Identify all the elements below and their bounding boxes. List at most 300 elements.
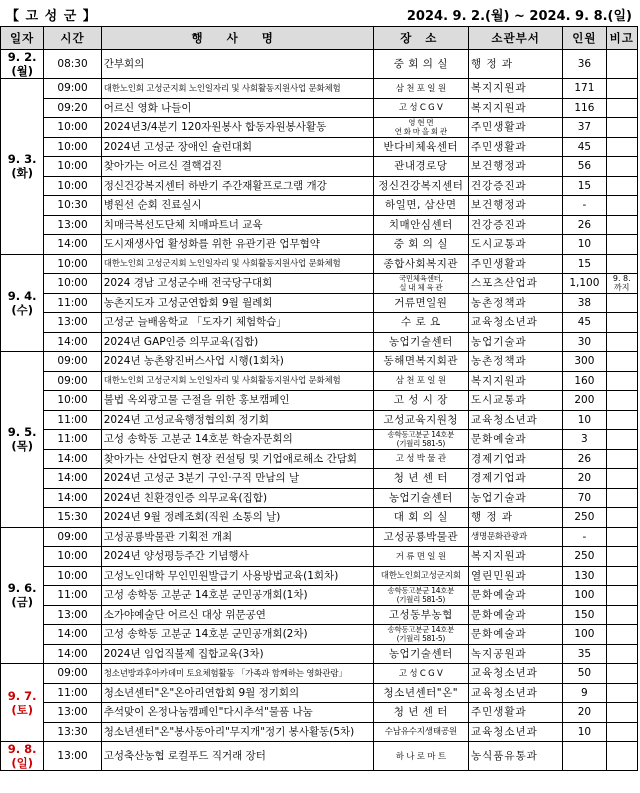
staff-count-cell	[563, 157, 606, 177]
department-cell	[468, 410, 562, 430]
time-cell	[44, 508, 101, 528]
staff-count-cell-text: 15	[577, 257, 592, 270]
place-cell-text: 송학동고분군 14호분 (기월리 581-5)	[387, 625, 455, 644]
note-cell	[606, 274, 637, 294]
staff-count-cell-text: 26	[577, 452, 592, 465]
department-cell-text: 주민생활과	[470, 257, 527, 270]
department-cell-text: 생명문화관광과	[470, 532, 528, 543]
staff-count-cell	[563, 293, 606, 313]
note-cell	[606, 625, 637, 645]
department-cell-text: 경제기업과	[470, 472, 527, 485]
note-cell	[606, 391, 637, 411]
event-name-cell-text: 정신건강복지센터 하반기 주간재활프로그램 개강	[103, 179, 327, 192]
place-cell-text: 대한노인회고성군지회	[380, 571, 461, 582]
staff-count-cell	[563, 625, 606, 645]
event-name-cell	[101, 449, 373, 469]
event-name-cell	[101, 469, 373, 489]
place-cell	[373, 722, 468, 742]
department-cell-text: 주민생활과	[470, 706, 527, 719]
time-cell	[44, 566, 101, 586]
table-row	[1, 430, 638, 450]
event-name-cell-text: 2024년 임업직불제 집합교육(3차)	[103, 647, 264, 660]
event-name-cell	[101, 371, 373, 391]
department-cell-text: 문화예술과	[470, 608, 527, 621]
department-cell	[468, 215, 562, 235]
time-cell	[44, 644, 101, 664]
place-cell	[373, 157, 468, 177]
time-cell-text: 14:00	[57, 335, 88, 348]
place-cell	[373, 332, 468, 352]
staff-count-cell	[563, 254, 606, 274]
staff-count-cell	[563, 566, 606, 586]
place-cell	[373, 98, 468, 118]
department-cell-text: 보건행정과	[470, 199, 527, 212]
department-cell	[468, 391, 562, 411]
table-row	[1, 683, 638, 703]
time-cell-text: 11:00	[57, 433, 88, 446]
table-row	[1, 352, 638, 372]
note-cell	[606, 449, 637, 469]
event-name-cell-text: 고성축산농협 로컬푸드 직거래 장터	[103, 750, 266, 762]
note-cell	[606, 293, 637, 313]
place-cell	[373, 215, 468, 235]
time-cell	[44, 547, 101, 567]
staff-count-cell-text: 20	[577, 706, 592, 719]
event-name-cell-text: 고성군 늘배움학교 「도자기 체험학습」	[103, 316, 287, 329]
department-cell-text: 열린민원과	[470, 569, 527, 582]
staff-count-cell-text: 3	[581, 433, 588, 446]
department-cell-text: 건강증진과	[470, 179, 527, 192]
place-cell	[373, 742, 468, 771]
place-cell-text: 거류면일원	[394, 296, 448, 309]
date-cell: 9. 3. (화)	[1, 79, 44, 255]
department-cell	[468, 137, 562, 157]
place-cell	[373, 137, 468, 157]
department-cell	[468, 547, 562, 567]
table-row	[1, 508, 638, 528]
department-cell	[468, 332, 562, 352]
department-cell-text: 교육청소년과	[470, 413, 538, 426]
department-cell-text: 문화예술과	[470, 589, 527, 602]
time-cell	[44, 293, 101, 313]
staff-count-cell-text: 10	[577, 725, 592, 738]
note-cell	[606, 157, 637, 177]
department-cell-text: 교육청소년과	[470, 725, 538, 738]
staff-count-cell	[563, 137, 606, 157]
event-name-cell-text: 고성 송학동 고분군 14호분 군민공개회(2차)	[103, 628, 308, 641]
time-cell-text: 10:00	[57, 257, 88, 270]
event-name-cell	[101, 586, 373, 606]
staff-count-cell	[563, 449, 606, 469]
place-cell	[373, 547, 468, 567]
time-cell-text: 09:00	[57, 667, 88, 680]
staff-count-cell-text: 10	[577, 413, 592, 426]
staff-count-cell-text: 116	[574, 101, 595, 114]
table-row	[1, 703, 638, 723]
staff-count-cell-text: 30	[577, 335, 592, 348]
time-cell-text: 13:00	[57, 706, 88, 719]
department-cell	[468, 722, 562, 742]
time-cell	[44, 722, 101, 742]
time-cell-text: 14:00	[57, 647, 88, 660]
place-cell	[373, 605, 468, 625]
table-row	[1, 371, 638, 391]
time-cell	[44, 118, 101, 138]
staff-count-cell	[563, 547, 606, 567]
table-row	[1, 410, 638, 430]
department-cell	[468, 79, 562, 99]
time-cell	[44, 391, 101, 411]
place-cell	[373, 274, 468, 294]
staff-count-cell	[563, 683, 606, 703]
department-cell	[468, 488, 562, 508]
department-cell-text: 농업기술과	[470, 335, 527, 348]
event-name-cell-text: 2024년 고성군 장애인 슐런대회	[103, 140, 253, 153]
event-name-cell-text: 대한노인회 고성군지회 노인일자리 및 사회활동지원사업 문화체험	[103, 83, 341, 94]
place-cell-text: 농업기술센터	[388, 647, 453, 660]
department-cell	[468, 449, 562, 469]
staff-count-cell-text: 10	[577, 238, 592, 251]
department-cell	[468, 371, 562, 391]
department-cell-text: 교육청소년과	[470, 316, 538, 329]
place-cell	[373, 586, 468, 606]
table-row	[1, 293, 638, 313]
note-cell	[606, 313, 637, 333]
event-name-cell	[101, 605, 373, 625]
note-cell	[606, 196, 637, 216]
staff-count-cell-text: 160	[574, 374, 595, 387]
place-cell	[373, 703, 468, 723]
place-cell-text: 종합사회복지관	[383, 257, 459, 270]
staff-count-cell	[563, 742, 606, 771]
place-cell-text: 송학동고분군 14호분 (기월리 581-5)	[387, 430, 455, 449]
time-cell	[44, 703, 101, 723]
time-cell	[44, 332, 101, 352]
place-cell-text: 농업기술센터	[388, 335, 453, 348]
table-row	[1, 566, 638, 586]
department-cell	[468, 98, 562, 118]
department-cell	[468, 469, 562, 489]
department-cell-text: 복지지원과	[470, 374, 527, 387]
time-cell	[44, 79, 101, 99]
note-cell	[606, 79, 637, 99]
table-row	[1, 137, 638, 157]
staff-count-cell	[563, 50, 606, 79]
note-cell	[606, 605, 637, 625]
staff-count-cell-text: 150	[574, 608, 595, 621]
event-name-cell	[101, 293, 373, 313]
event-name-cell	[101, 79, 373, 99]
time-cell	[44, 352, 101, 372]
time-cell-text: 11:00	[57, 686, 88, 699]
date-cell: 9. 8. (일)	[1, 742, 44, 771]
place-cell	[373, 449, 468, 469]
time-cell	[44, 371, 101, 391]
department-cell-text: 농촌정책과	[470, 296, 527, 309]
col-note: 비고	[606, 27, 637, 50]
place-cell	[373, 196, 468, 216]
note-cell	[606, 98, 637, 118]
place-cell	[373, 313, 468, 333]
time-cell-text: 09:00	[57, 355, 88, 368]
event-name-cell-text: 2024 경남 고성군수배 전국당구대회	[103, 277, 273, 290]
table-row	[1, 605, 638, 625]
place-cell-text: 농업기술센터	[388, 491, 453, 504]
staff-count-cell	[563, 118, 606, 138]
staff-count-cell-text: 1,100	[569, 277, 600, 290]
table-row	[1, 469, 638, 489]
table-row	[1, 274, 638, 294]
place-cell-text: 청소년센터"온"	[383, 686, 459, 699]
place-cell	[373, 527, 468, 547]
staff-count-cell	[563, 586, 606, 606]
time-cell-text: 10:00	[57, 179, 88, 192]
department-cell-text: 농업기술과	[470, 491, 527, 504]
time-cell-text: 08:30	[57, 58, 88, 70]
table-row	[1, 157, 638, 177]
event-name-cell	[101, 254, 373, 274]
staff-count-cell-text: 37	[577, 121, 592, 134]
note-cell	[606, 50, 637, 79]
place-cell	[373, 410, 468, 430]
event-name-cell	[101, 703, 373, 723]
note-cell	[606, 469, 637, 489]
department-cell	[468, 664, 562, 684]
event-name-cell	[101, 508, 373, 528]
note-cell	[606, 547, 637, 567]
note-cell	[606, 742, 637, 771]
note-cell	[606, 332, 637, 352]
staff-count-cell-text: 38	[577, 296, 592, 309]
staff-count-cell	[563, 371, 606, 391]
place-cell	[373, 488, 468, 508]
table-row	[1, 50, 638, 79]
time-cell-text: 09:00	[57, 374, 88, 387]
note-cell	[606, 586, 637, 606]
staff-count-cell	[563, 410, 606, 430]
event-name-cell-text: 2024년 고성군 3분기 구인·구직 만남의 날	[103, 472, 300, 485]
table-row	[1, 79, 638, 99]
department-cell-text: 도시교통과	[470, 394, 527, 407]
event-name-cell-text: 고성노인대학 무인민원발급기 사용방법교육(1회차)	[103, 569, 339, 582]
place-cell	[373, 371, 468, 391]
event-name-cell	[101, 313, 373, 333]
department-cell-text: 농촌정책과	[470, 355, 527, 368]
time-cell	[44, 488, 101, 508]
time-cell	[44, 527, 101, 547]
note-cell	[606, 371, 637, 391]
note-cell	[606, 683, 637, 703]
staff-count-cell	[563, 644, 606, 664]
event-name-cell	[101, 352, 373, 372]
department-cell	[468, 176, 562, 196]
place-cell	[373, 664, 468, 684]
time-cell	[44, 215, 101, 235]
time-cell	[44, 137, 101, 157]
event-name-cell-text: 2024년 양성평등주간 기념행사	[103, 550, 249, 563]
note-cell	[606, 722, 637, 742]
department-cell	[468, 625, 562, 645]
place-cell-text: 삼 천 포 일 원	[395, 376, 446, 387]
place-cell-text: 고성동부농협	[388, 608, 453, 621]
staff-count-cell-text: 45	[577, 140, 592, 153]
event-name-cell-text: 치매극복선도단체 치매파트너 교육	[103, 218, 263, 231]
department-cell-text: 농식품유통과	[470, 750, 538, 762]
time-cell	[44, 469, 101, 489]
place-cell-text: 고 성 박 물 관	[395, 454, 446, 465]
event-name-cell-text: 2024년 고성교육행정협의회 정기회	[103, 413, 269, 426]
department-cell-text: 문화예술과	[470, 628, 527, 641]
date-cell: 9. 4. (수)	[1, 254, 44, 352]
event-name-cell	[101, 118, 373, 138]
event-name-cell	[101, 742, 373, 771]
department-cell	[468, 118, 562, 138]
time-cell	[44, 274, 101, 294]
event-name-cell-text: 대한노인회 고성군지회 노인일자리 및 사회활동지원사업 문화체험	[103, 259, 341, 270]
table-row	[1, 313, 638, 333]
col-place: 장 소	[373, 27, 468, 50]
staff-count-cell-text: 26	[577, 218, 592, 231]
department-cell	[468, 605, 562, 625]
place-cell-text: 하 나 로 마 트	[395, 751, 446, 762]
table-row	[1, 332, 638, 352]
col-staff: 인원	[563, 27, 606, 50]
department-cell	[468, 586, 562, 606]
staff-count-cell-text: 250	[574, 550, 595, 563]
place-cell	[373, 430, 468, 450]
staff-count-cell	[563, 605, 606, 625]
time-cell-text: 14:00	[57, 452, 88, 465]
event-name-cell-text: 고성 송학동 고분군 14호분 군민공개회(1차)	[103, 589, 308, 602]
note-cell	[606, 644, 637, 664]
table-row	[1, 118, 638, 138]
note-cell	[606, 664, 637, 684]
event-name-cell	[101, 410, 373, 430]
time-cell-text: 14:00	[57, 491, 88, 504]
department-cell-text: 행 정 과	[470, 58, 514, 70]
staff-count-cell	[563, 527, 606, 547]
department-cell-text: 복지지원과	[470, 101, 527, 114]
staff-count-cell-text: 15	[577, 179, 592, 192]
table-row	[1, 722, 638, 742]
department-cell	[468, 157, 562, 177]
time-cell	[44, 235, 101, 255]
staff-count-cell	[563, 391, 606, 411]
time-cell	[44, 254, 101, 274]
event-name-cell	[101, 566, 373, 586]
document-header	[0, 0, 640, 26]
place-cell	[373, 683, 468, 703]
time-cell	[44, 196, 101, 216]
note-cell	[606, 703, 637, 723]
col-dept: 소관부서	[468, 27, 562, 50]
staff-count-cell	[563, 722, 606, 742]
event-name-cell-text: 추석맞이 온정나눔캠페인"다시추석"물품 나눔	[103, 706, 313, 719]
place-cell-text: 송학동고분군 14호분 (기월리 581-5)	[387, 586, 455, 605]
time-cell-text: 09:00	[57, 82, 88, 95]
place-cell	[373, 176, 468, 196]
place-cell	[373, 644, 468, 664]
note-cell	[606, 352, 637, 372]
time-cell	[44, 98, 101, 118]
staff-count-cell	[563, 215, 606, 235]
event-name-cell	[101, 196, 373, 216]
event-name-cell	[101, 274, 373, 294]
department-cell-text: 경제기업과	[470, 452, 527, 465]
time-cell	[44, 430, 101, 450]
staff-count-cell-text: 200	[574, 394, 595, 407]
event-name-cell-text: 고성공룡박물관 기획전 개최	[103, 530, 233, 543]
note-cell-text: 9. 8. 까지	[612, 274, 631, 293]
event-name-cell-text: 불법 옥외광고물 근절을 위한 홍보캠페인	[103, 394, 290, 407]
col-time: 시간	[44, 27, 101, 50]
place-cell	[373, 469, 468, 489]
event-name-cell-text: 2024년 친환경인증 의무교육(집합)	[103, 491, 268, 504]
staff-count-cell-text: 171	[574, 82, 595, 95]
event-name-cell	[101, 137, 373, 157]
note-cell	[606, 527, 637, 547]
department-cell	[468, 235, 562, 255]
time-cell-text: 09:00	[57, 530, 88, 543]
note-cell	[606, 410, 637, 430]
place-cell-text: 정신건강복지센터	[378, 179, 464, 192]
table-row	[1, 664, 638, 684]
department-cell-text: 복지지원과	[470, 82, 527, 95]
staff-count-cell-text: 36	[577, 58, 592, 70]
event-name-cell-text: 도시재생사업 활성화를 위한 유관기관 업무협약	[103, 238, 320, 251]
staff-count-cell-text: 300	[574, 355, 595, 368]
department-cell	[468, 274, 562, 294]
time-cell	[44, 410, 101, 430]
note-cell	[606, 235, 637, 255]
event-name-cell	[101, 98, 373, 118]
time-cell	[44, 313, 101, 333]
place-cell	[373, 50, 468, 79]
time-cell-text: 14:00	[57, 628, 88, 641]
place-cell	[373, 254, 468, 274]
time-cell-text: 11:00	[57, 589, 88, 602]
place-cell-text: 고성교육지원청	[383, 413, 459, 426]
place-cell-text: 중 회 의 실	[393, 58, 448, 70]
department-cell-text: 행 정 과	[470, 511, 514, 524]
note-cell	[606, 176, 637, 196]
event-name-cell-text: 소가야예술단 어르신 대상 위문공연	[103, 608, 266, 621]
event-name-cell-text: 2024년 GAP인증 의무교육(집합)	[103, 335, 259, 348]
time-cell-text: 15:30	[57, 511, 88, 524]
event-name-cell	[101, 215, 373, 235]
staff-count-cell	[563, 79, 606, 99]
staff-count-cell	[563, 332, 606, 352]
time-cell-text: 10:00	[57, 394, 88, 407]
time-cell-text: 10:00	[57, 121, 88, 134]
date-cell: 9. 2. (월)	[1, 50, 44, 79]
date-cell: 9. 5. (목)	[1, 352, 44, 528]
staff-count-cell-text: 50	[577, 667, 592, 680]
staff-count-cell	[563, 488, 606, 508]
department-cell	[468, 430, 562, 450]
department-cell-text: 문화예술과	[470, 433, 527, 446]
time-cell	[44, 683, 101, 703]
time-cell	[44, 742, 101, 771]
staff-count-cell	[563, 196, 606, 216]
place-cell-text: 반다비체육센터	[383, 140, 459, 153]
table-row	[1, 98, 638, 118]
table-row	[1, 625, 638, 645]
place-cell-text: 삼 천 포 일 원	[395, 83, 446, 94]
department-cell	[468, 50, 562, 79]
event-name-cell	[101, 235, 373, 255]
col-event: 행 사 명	[101, 27, 373, 50]
